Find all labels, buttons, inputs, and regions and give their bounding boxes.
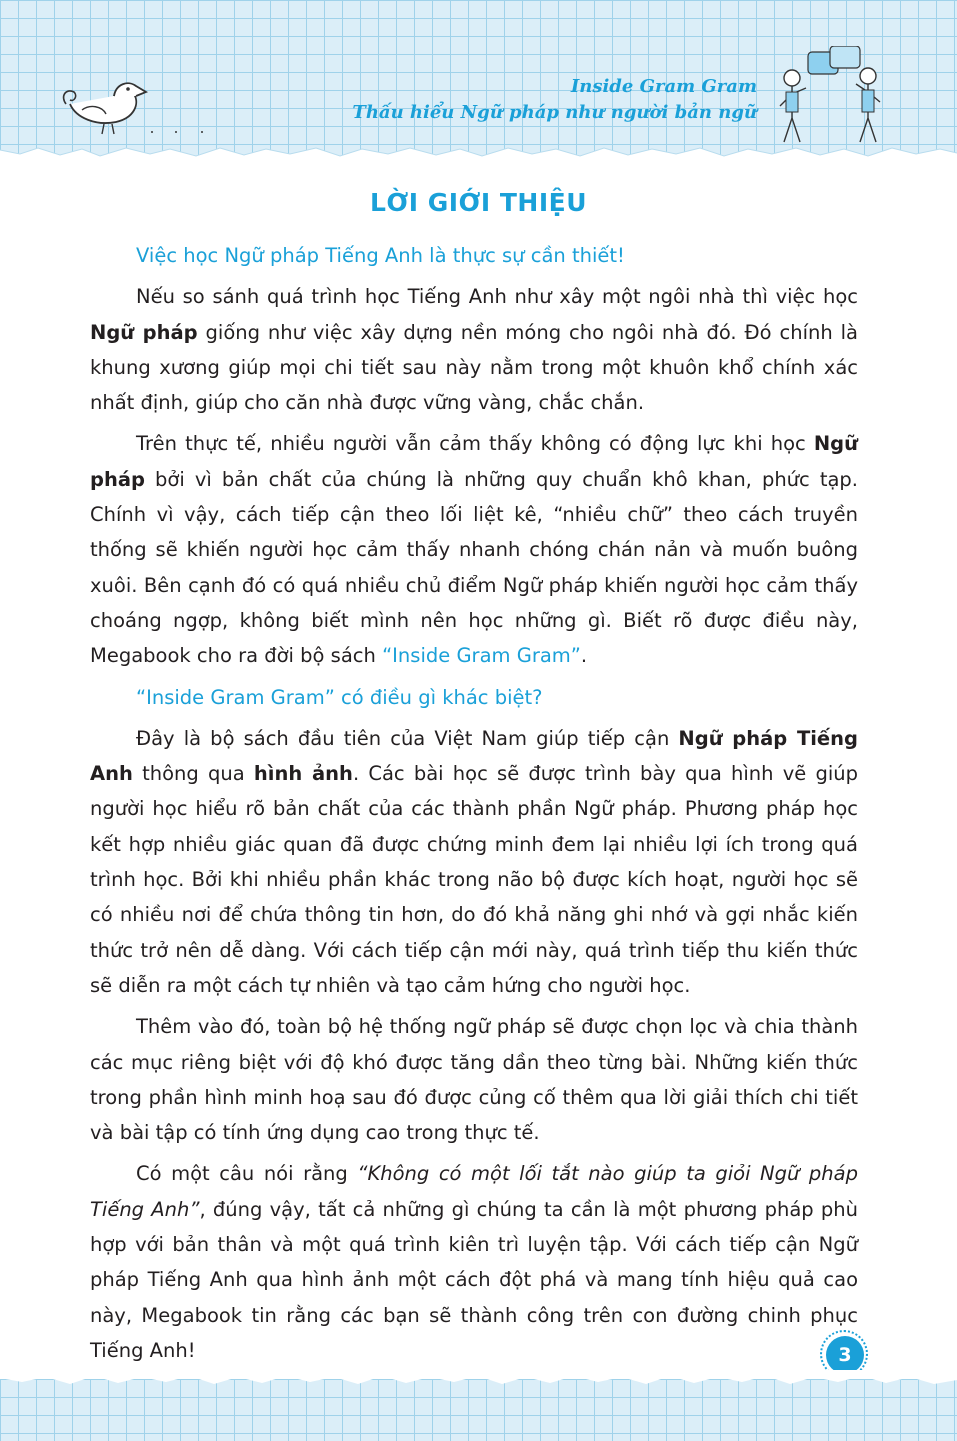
text: Nếu so sánh quá trình học Tiếng Anh như xây một ngôi nhà thì việc học — [136, 285, 858, 309]
bold-term: Ngữ pháp — [90, 320, 198, 344]
text: Có một câu nói rằng — [136, 1162, 358, 1186]
text: Trên thực tế, nhiều người vẫn cảm thấy không có động lực khi học — [136, 432, 814, 456]
series-title: Inside Gram Gram — [570, 76, 757, 97]
text: giống như việc xây dựng nền móng cho ngôi nhà đó. Đó chính là khung xương giúp mọi chi tiết sau này nằm trong một khuôn khổ chính xác nhất định, giúp cho căn nhà được vững vàng, chắc chắn. — [90, 320, 858, 415]
bold-term: hình ảnh — [253, 762, 353, 786]
bold-term: Ngữ pháp — [90, 432, 858, 491]
text: , đúng vậy, tất cả những gì chúng ta cần là một phương pháp phù hợp với bản thân và một quá trình kiên trì luyện tập. Với cách tiếp cận Ngữ pháp Tiếng Anh qua hình ảnh một cách đột phá và mang tính hiệu quả cao này, Megabook tin rằng các bạn sẽ thành công trên con đường chinh phục Tiếng Anh! — [90, 1197, 858, 1362]
series-subtitle: Thấu hiểu Ngữ pháp như người bản ngữ — [352, 102, 757, 123]
main-content — [90, 238, 858, 1374]
paragraph — [90, 721, 858, 1003]
paragraph — [90, 279, 858, 420]
book-series-header — [352, 74, 757, 126]
text: . — [580, 644, 588, 668]
paragraph: Thêm vào đó, toàn bộ hệ thống ngữ pháp sẽ được chọn lọc và chia thành các mục riêng biệt với độ khó được tăng dần theo từng bài. Những kiến thức trong phần hình minh hoạ sau đó được củng cố thêm qua lời giải thích chi tiết và bài tập có tính ứng dụng cao trong thực tế. — [90, 1015, 858, 1145]
text: Đây là bộ sách đầu tiên của Việt Nam giúp tiếp cận — [136, 726, 679, 750]
book-name: “Inside Gram Gram” — [382, 644, 581, 668]
page-title: LỜI GIỚI THIỆU — [369, 188, 588, 217]
text: . Các bài học sẽ được trình bày qua hình vẽ giúp người học hiểu rõ bản chất của các thành phần Ngữ pháp. Phương pháp học kết hợp nhiều giác quan đã được chứng minh đem lại nhiều lợi ích trong quá trình học. Bởi khi nhiều phần khác trong não bộ được kích hoạt, người học sẽ có nhiều nơi để chứa thông tin hơn, do đó khả năng ghi nhớ và gợi nhắc kiến thức trở nên dễ dàng. Với cách tiếp cận mới này, quá trình tiếp thu kiến thức sẽ diễn ra một cách tự nhiên và tạo cảm hứng cho người học. — [90, 762, 858, 997]
section-question: Việc học Ngữ pháp Tiếng Anh là thực sự cần thiết! — [136, 244, 625, 267]
paragraph — [90, 1156, 858, 1368]
people-talking-doodle-icon — [770, 46, 900, 146]
bird-doodle-icon — [56, 74, 216, 140]
text: thông qua — [132, 762, 254, 786]
paragraph — [90, 426, 858, 673]
page-number: 3 — [826, 1336, 864, 1374]
torn-paper-edge-bottom — [0, 1370, 957, 1390]
section-question: “Inside Gram Gram” có điều gì khác biệt? — [136, 685, 543, 709]
bold-term: Ngữ pháp Tiếng Anh — [90, 726, 858, 786]
text: bởi vì bản chất của chúng là những quy chuẩn khô khan, phức tạp. Chính vì vậy, cách tiếp cận theo lối liệt kê, “nhiều chữ” theo cách truyền thống sẽ khiến người học cảm thấy nhanh chóng chán nản và muốn buông xuôi. Bên cạnh đó có quá nhiều chủ điểm Ngữ pháp khiến người học cảm thấy choáng ngợp, không biết mình nên học những gì. Biết rõ được điều này, Megabook cho ra đời bộ sách — [90, 467, 858, 668]
italic-quote: “Không có một lối tắt nào giúp ta giỏi Ngữ pháp Tiếng Anh” — [90, 1162, 858, 1221]
